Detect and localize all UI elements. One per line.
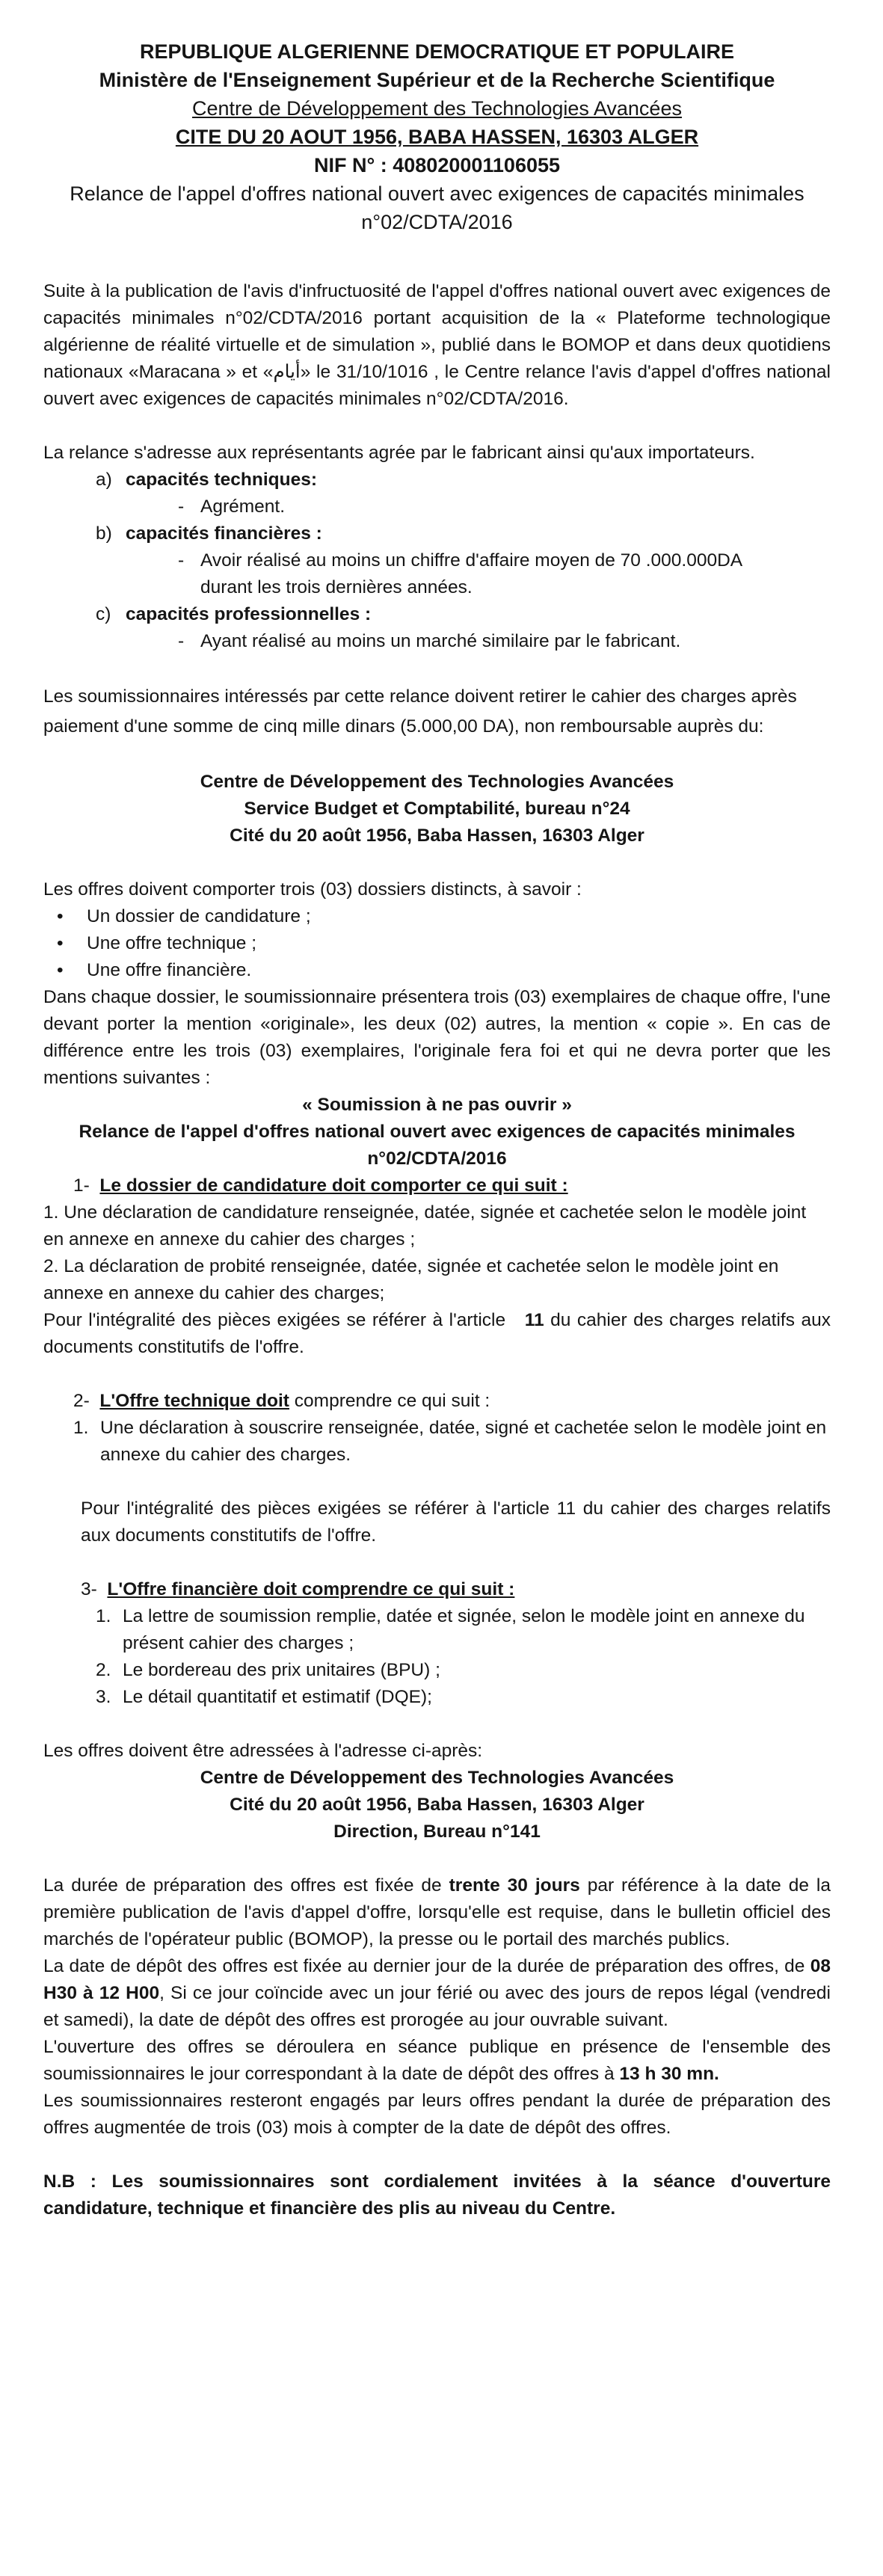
list-item-text: Une offre technique ; (87, 933, 257, 953)
adresse-intro: Les offres doivent être adressées à l'adresse ci-après: (43, 1741, 483, 1761)
address-line: Service Budget et Comptabilité, bureau n°24 (244, 799, 630, 819)
section2-heading (43, 1388, 831, 1415)
mention-line: n°02/CDTA/2016 (367, 1149, 507, 1169)
depot-paragraph (43, 1953, 831, 2034)
section3-list (43, 1603, 831, 1711)
list-item-text: Un dossier de candidature ; (87, 906, 311, 926)
mention-line: « Soumission à ne pas ouvrir » (302, 1095, 572, 1115)
header-nif: NIF N° : 408020001106055 (313, 154, 561, 176)
item-text: Le bordereau des prix unitaires (BPU) ; (123, 1660, 440, 1680)
list-item: • Un dossier de candidature ; (43, 903, 831, 930)
list-item: • Une offre technique ; (43, 930, 831, 957)
capacity-title: capacités financières : (126, 523, 322, 544)
depot-text: , Si ce jour coïncide avec un jour férié ou avec des jours de repos légal (vendredi et samedi), la date de dépôt des offres est prorogée au jour ouvrable suivant. (43, 1983, 831, 2030)
duree-value: trente 30 jours (449, 1875, 580, 1896)
list-item (96, 1657, 831, 1684)
header-address: CITE DU 20 AOUT 1956, BABA HASSEN, 16303 ALGER (175, 126, 699, 148)
section-title: L'Offre financière doit comprendre ce qui suit : (107, 1579, 515, 1599)
section1-list (43, 1199, 831, 1307)
list-item: 1. Une déclaration de candidature renseignée, datée, signée et cachetée selon le modèle joint en annexe en annexe du cahier des charges ; (43, 1202, 807, 1249)
capacity-financiere (96, 520, 831, 547)
capacities-list (43, 467, 831, 655)
address-line: Cité du 20 août 1956, Baba Hassen, 16303 Alger (230, 826, 644, 846)
ouverture-paragraph (43, 2034, 831, 2088)
cahier-paragraph: Les soumissionnaires intéressés par cette relance doivent retirer le cahier des charges après paiement d'une somme de cinq mille dinars (5.000,00 DA), non remboursable auprès du: (43, 686, 797, 737)
capacity-title: capacités techniques: (126, 470, 317, 490)
ouverture-time: 13 h 30 mn. (619, 2064, 719, 2084)
engagement-paragraph: Les soumissionnaires resteront engagés par leurs offres pendant la durée de préparation des offres augmentée de trois (03) mois à compter de la date de dépôt des offres. (43, 2091, 831, 2138)
title-line1: Relance de l'appel d'offres national ouvert avec exigences de capacités minimales (70, 182, 804, 205)
section-number: 2- (73, 1391, 90, 1411)
dossiers-list (43, 903, 831, 984)
document-title (43, 179, 831, 236)
intro-paragraph: Suite à la publication de l'avis d'infructuosité de l'appel d'offres national ouvert avec exigences de capacités minimales n°02/CDTA/2016 portant acquisition de la « Plateforme technologique algérienne de réalité virtuelle et de simulation », publié dans le BOMOP et dans deux quotidiens nationaux «Maracana » et «أيام» le 31/10/1016 , le Centre relance l'avis d'appel d'offres national ouvert avec exigences de capacités minimales n°02/CDTA/2016. (43, 281, 831, 409)
address-budget (43, 769, 831, 849)
header-centre: Centre de Développement des Technologies Avancées (192, 97, 682, 120)
duree-paragraph (43, 1872, 831, 1953)
section1-note (43, 1307, 831, 1361)
capacity-detail: - Agrément. (96, 494, 831, 520)
address-direction (43, 1765, 831, 1845)
duree-text: par référence à la date de la première publication de l'avis d'appel d'offre, lorsqu'elle est requise, dans le bulletin officiel des marchés de l'opérateur public (BOMOP), la presse ou le portail des marchés publics. (43, 1875, 831, 1949)
item-number: 3. (96, 1687, 111, 1707)
section3-heading (43, 1576, 831, 1603)
list-item: • Une offre financière. (43, 957, 831, 984)
capacity-label: a) (96, 470, 112, 490)
capacity-detail-text: Ayant réalisé au moins un marché similaire par le fabricant. (200, 631, 681, 651)
capacity-technique (96, 467, 831, 494)
depot-hours: 08 H30 à 12 H00 (43, 1956, 831, 2003)
capacity-detail-text: Agrément. (200, 497, 286, 517)
item-text: Une déclaration à souscrire renseignée, datée, signé et cachetée selon le modèle joint en annexe du cahier des charges. (100, 1418, 827, 1465)
capacity-label: c) (96, 604, 111, 624)
ouverture-text: L'ouverture des offres se déroulera en séance publique en présence de l'ensemble des soumissionnaires le jour correspondant à la date de dépôt des offres à (43, 2037, 831, 2084)
section1-heading (43, 1172, 831, 1199)
section-number: 3- (81, 1579, 97, 1599)
capacity-title: capacités professionnelles : (126, 604, 372, 624)
note-text: du cahier des charges relatifs aux documents constitutifs de l'offre. (43, 1310, 831, 1357)
capacity-label: b) (96, 523, 112, 544)
capacity-detail-text: Avoir réalisé au moins un chiffre d'affaire moyen de 70 .000.000DA durant les trois dernières années. (200, 550, 742, 597)
nb-note: N.B : Les soumissionnaires sont cordialement invitées à la séance d'ouverture candidature, technique et financière des plis au niveau du Centre. (43, 2171, 831, 2219)
note-text: Pour l'intégralité des pièces exigées se référer à l'article (43, 1310, 506, 1330)
capacity-detail: - Avoir réalisé au moins un chiffre d'affaire moyen de 70 .000.000DA durant les trois dernières années. (96, 547, 831, 601)
document-header (43, 37, 831, 179)
note-article: 11 (524, 1310, 544, 1330)
list-item (96, 1684, 831, 1711)
address-line: Cité du 20 août 1956, Baba Hassen, 16303 Alger (230, 1795, 644, 1815)
duree-text: La durée de préparation des offres est fixée de (43, 1875, 442, 1896)
mention-block (43, 1092, 831, 1172)
offers-intro: Les offres doivent comporter trois (03) dossiers distincts, à savoir : (43, 879, 582, 900)
capacity-professionnelle (96, 601, 831, 628)
header-republic: REPUBLIQUE ALGERIENNE DEMOCRATIQUE ET POPULAIRE (139, 40, 735, 63)
item-number: 1. (73, 1418, 89, 1438)
capacity-detail: - Ayant réalisé au moins un marché similaire par le fabricant. (96, 628, 831, 655)
title-line2: n°02/CDTA/2016 (361, 211, 513, 233)
list-item (96, 1603, 831, 1657)
address-line: Centre de Développement des Technologies Avancées (200, 772, 674, 792)
list-item (43, 1415, 831, 1469)
section2-note: Pour l'intégralité des pièces exigées se référer à l'article 11 du cahier des charges relatifs aux documents constitutifs de l'offre. (81, 1498, 831, 1546)
list-item: 2. La déclaration de probité renseignée, datée, signée et cachetée selon le modèle joint en annexe en annexe du cahier des charges; (43, 1256, 779, 1303)
address-line: Direction, Bureau n°141 (333, 1822, 541, 1842)
header-ministry: Ministère de l'Enseignement Supérieur et de la Recherche Scientifique (99, 69, 775, 91)
item-text: Le détail quantitatif et estimatif (DQE); (123, 1687, 432, 1707)
section-title: Le dossier de candidature doit comporter ce qui suit : (99, 1175, 568, 1196)
item-number: 1. (96, 1606, 111, 1626)
mention-line: Relance de l'appel d'offres national ouvert avec exigences de capacités minimales (79, 1122, 796, 1142)
section-title: L'Offre technique doit (99, 1391, 289, 1411)
item-number: 2. (96, 1660, 111, 1680)
section-number: 1- (73, 1175, 90, 1196)
list-item-text: Une offre financière. (87, 960, 252, 980)
address-line: Centre de Développement des Technologies Avancées (200, 1768, 674, 1788)
section-title-rest: comprendre ce qui suit : (294, 1391, 490, 1411)
exemplaires-paragraph: Dans chaque dossier, le soumissionnaire présentera trois (03) exemplaires de chaque offre, l'une devant porter la mention «originale», les deux (02) autres, la mention « copie ». En cas de différence entre les trois (03) exemplaires, l'originale fera foi et qui ne devra porter que les mentions suivantes : (43, 987, 831, 1088)
item-text: La lettre de soumission remplie, datée et signée, selon le modèle joint en annexe du présent cahier des charges ; (123, 1606, 805, 1653)
depot-text: La date de dépôt des offres est fixée au dernier jour de la durée de préparation des offres, de (43, 1956, 805, 1976)
relance-intro: La relance s'adresse aux représentants agrée par le fabricant ainsi qu'aux importateurs. (43, 443, 755, 463)
